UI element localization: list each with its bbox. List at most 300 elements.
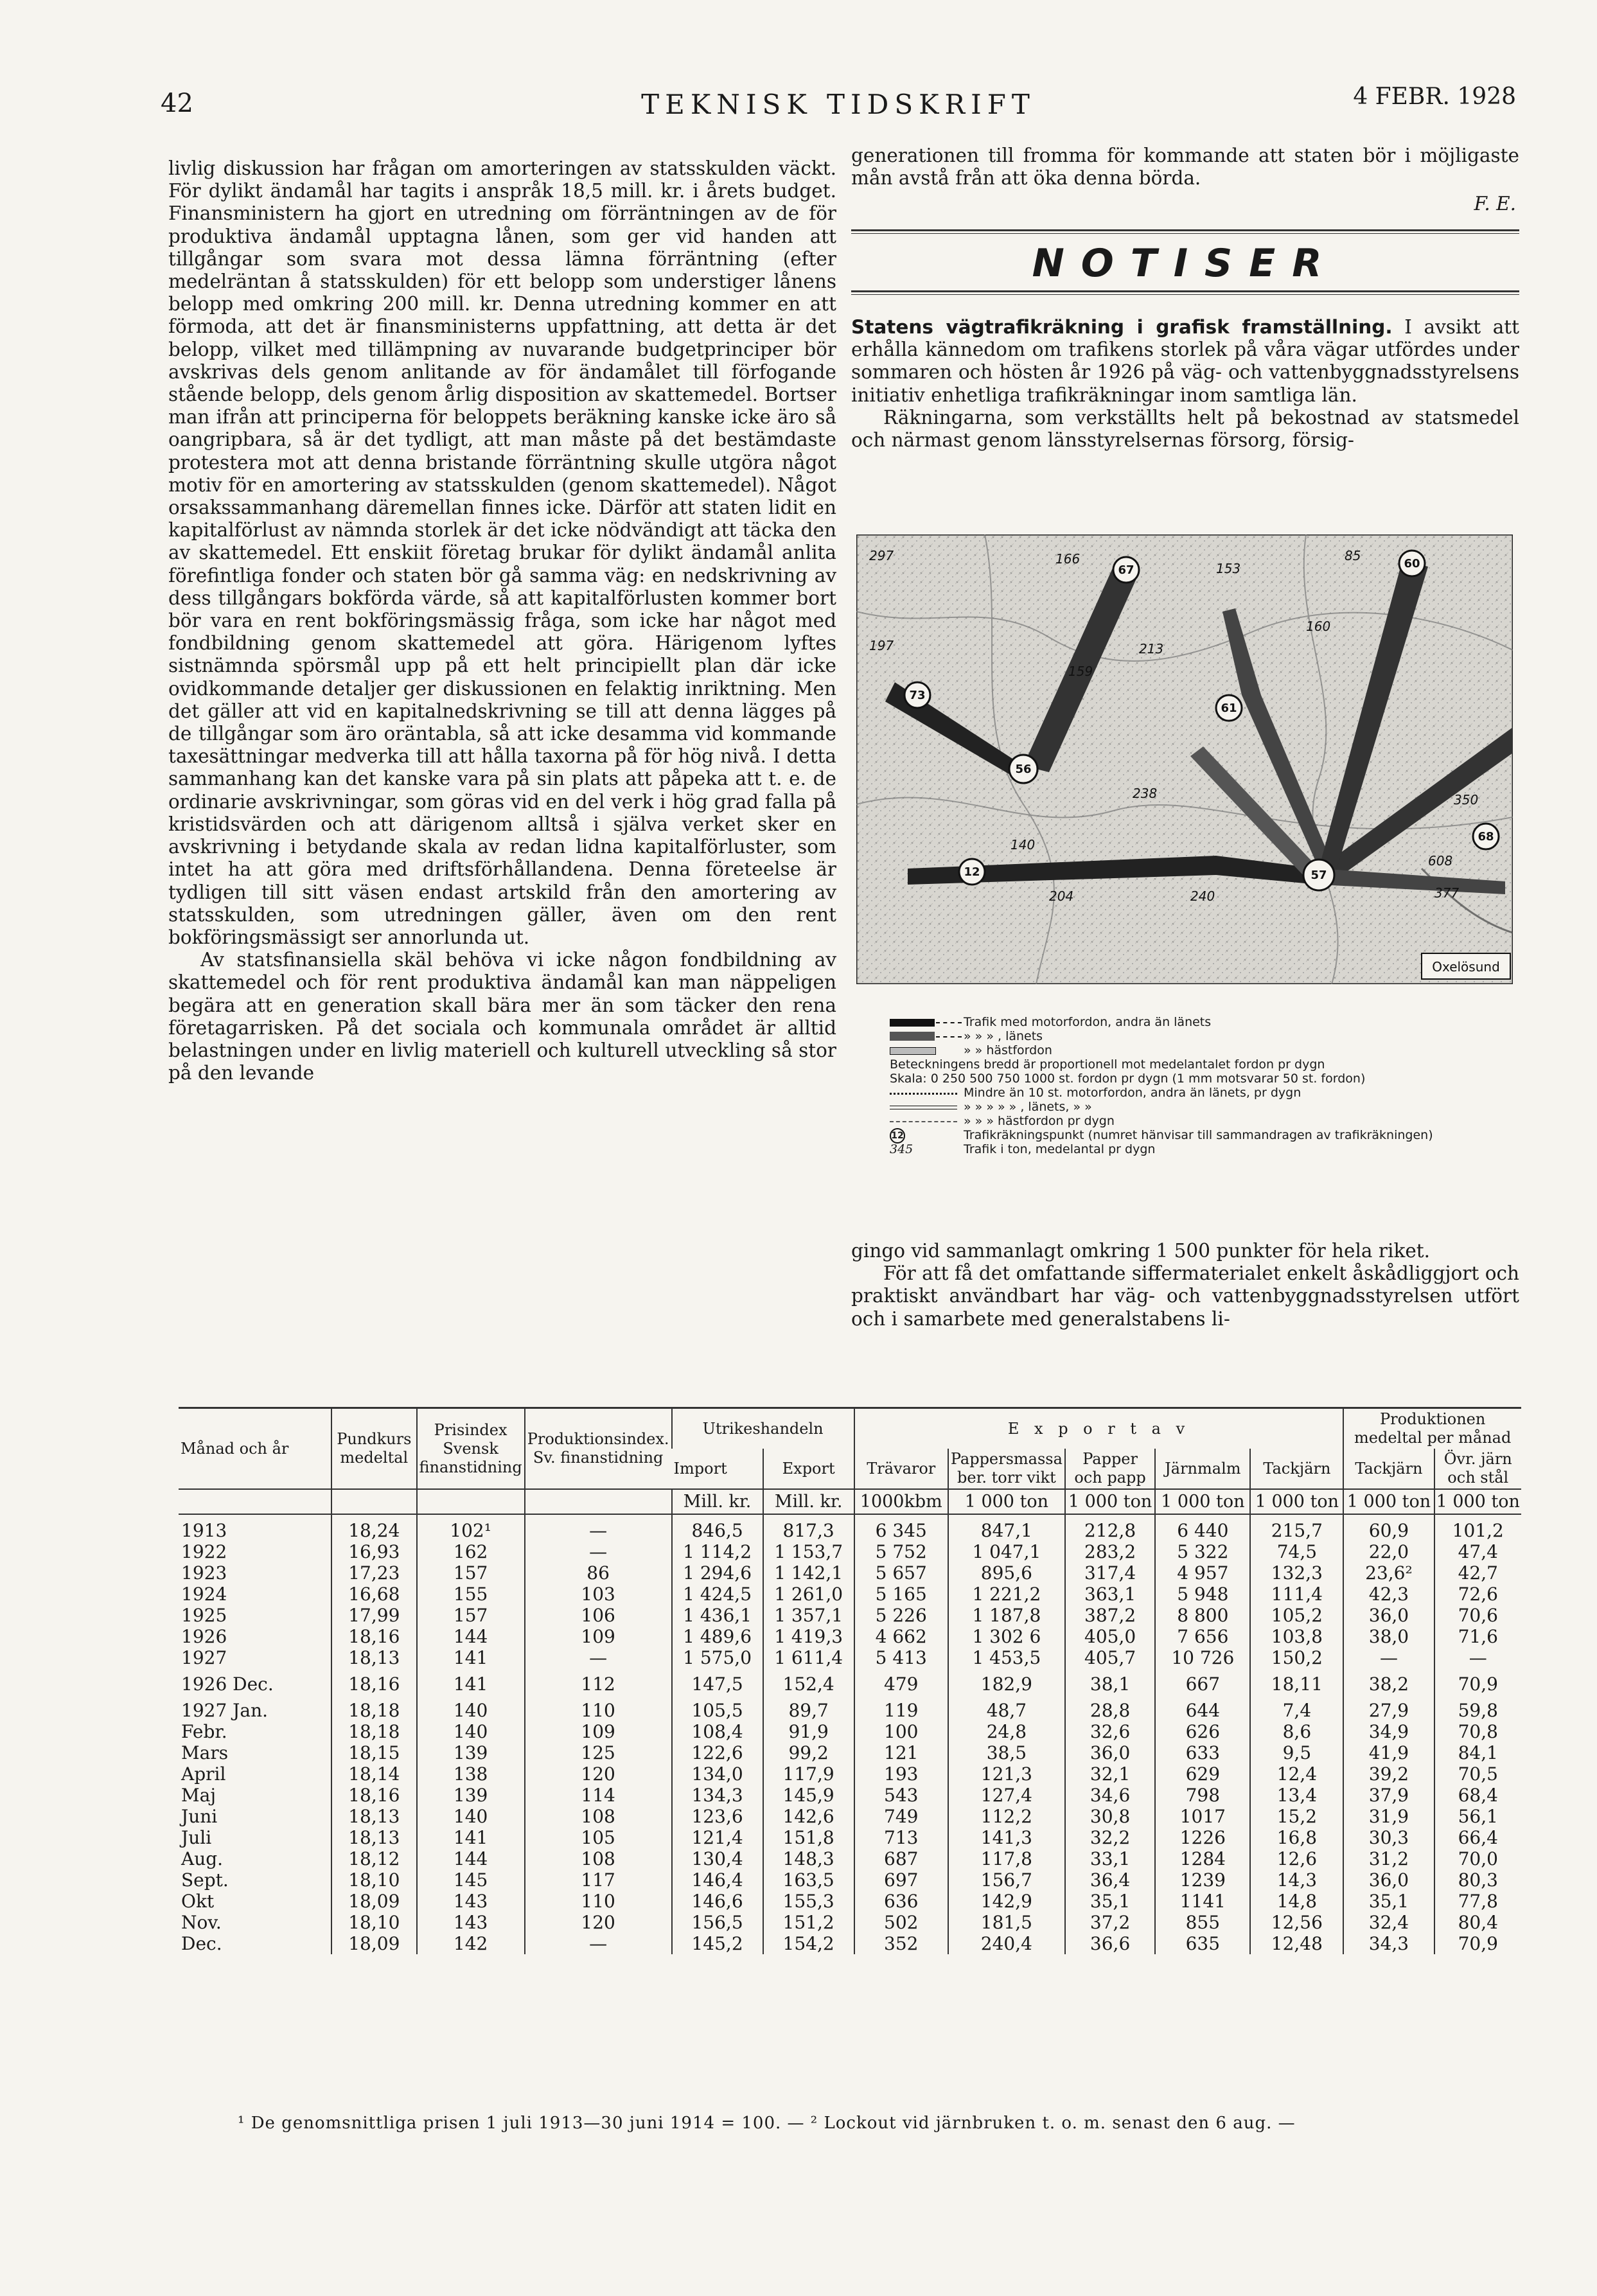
table-row: [179, 1912, 1521, 1933]
table-cell: 42,7: [1434, 1562, 1521, 1584]
table-cell: 38,0: [1343, 1626, 1434, 1647]
table-row: [179, 1647, 1521, 1668]
table-cell: 37,2: [1065, 1912, 1155, 1933]
table-cell: 18,13: [331, 1806, 416, 1827]
table-cell: 148,3: [763, 1848, 854, 1869]
table-cell: 106: [525, 1605, 672, 1626]
table-cell: 125: [525, 1742, 672, 1763]
table-cell: 80,4: [1434, 1912, 1521, 1933]
table-cell: 162: [417, 1541, 525, 1562]
table-cell: 60,9: [1343, 1514, 1434, 1541]
table-cell: 713: [854, 1827, 948, 1848]
map-flow-label: 608: [1428, 853, 1453, 869]
table-cell: 33,1: [1065, 1848, 1155, 1869]
table-cell: 105,2: [1250, 1605, 1343, 1626]
table-cell: 110: [525, 1891, 672, 1912]
row-label: Okt: [181, 1891, 215, 1912]
row-label: Juni: [181, 1806, 218, 1827]
table-cell: 35,1: [1065, 1891, 1155, 1912]
table-cell: 36,6: [1065, 1933, 1155, 1954]
table-row: [179, 1668, 1521, 1695]
map-flow-label: 297: [869, 548, 894, 563]
row-label: 1924: [181, 1584, 227, 1605]
table-cell: 1 357,1: [763, 1605, 854, 1626]
map-place-label: Oxelösund: [1432, 959, 1500, 975]
unit-cell: 1 000 ton: [1250, 1489, 1343, 1514]
table-cell: 140: [417, 1695, 525, 1721]
legend-row: Trafik med motorfordon, andra än länets: [890, 1015, 1532, 1029]
table-cell: 23,6²: [1343, 1562, 1434, 1584]
table-cell: 18,15: [331, 1742, 416, 1763]
table-cell: 140: [417, 1806, 525, 1827]
table-cell: 1 261,0: [763, 1584, 854, 1605]
table-cell: 121: [854, 1742, 948, 1763]
page-number: 42: [161, 89, 193, 118]
table-cell: 5 322: [1155, 1541, 1250, 1562]
header-ovr-jarn: Övr. järn och stål: [1434, 1449, 1521, 1489]
map-point-label: 68: [1478, 830, 1494, 843]
table-cell: 122,6: [672, 1742, 763, 1763]
map-flow-label: 204: [1049, 888, 1074, 904]
table-cell: 6 345: [854, 1514, 948, 1541]
map-flow-label: 85: [1345, 548, 1361, 563]
table-cell: 117,8: [948, 1848, 1065, 1869]
table-cell: 17,23: [331, 1562, 416, 1584]
table-cell: 1 294,6: [672, 1562, 763, 1584]
table-row: [179, 1626, 1521, 1647]
table-cell: 56,1: [1434, 1806, 1521, 1827]
row-label: Mars: [181, 1742, 229, 1763]
table-cell: 8 800: [1155, 1605, 1250, 1626]
table-cell: 36,4: [1065, 1869, 1155, 1891]
table-cell: 543: [854, 1785, 948, 1806]
table-cell: 18,12: [331, 1848, 416, 1869]
table-cell: 112: [525, 1668, 672, 1695]
table-cell: 41,9: [1343, 1742, 1434, 1763]
table-cell: 18,10: [331, 1869, 416, 1891]
legend-row: Mindre än 10 st. motorfordon, andra än länets, pr dygn: [890, 1086, 1532, 1100]
unit-cell: 1 000 ton: [1434, 1489, 1521, 1514]
row-label: Maj: [181, 1785, 216, 1806]
table-cell: 68,4: [1434, 1785, 1521, 1806]
header-pappersmassa: Pappersmassa ber. torr vikt: [948, 1449, 1065, 1489]
table-cell: 151,2: [763, 1912, 854, 1933]
signature: F. E.: [1474, 193, 1516, 215]
table-cell: 1 575,0: [672, 1647, 763, 1668]
table-cell: 100: [854, 1721, 948, 1742]
table-cell: 143: [417, 1891, 525, 1912]
table-cell: 70,9: [1434, 1933, 1521, 1954]
table-cell: 817,3: [763, 1514, 854, 1541]
table-cell: 1 419,3: [763, 1626, 854, 1647]
table-cell: 4 662: [854, 1626, 948, 1647]
table-cell: 14,8: [1250, 1891, 1343, 1912]
table-cell: 18,09: [331, 1933, 416, 1954]
table-cell: 151,8: [763, 1827, 854, 1848]
row-label: 1922: [181, 1541, 227, 1562]
table-cell: 77,8: [1434, 1891, 1521, 1912]
table-cell: 636: [854, 1891, 948, 1912]
table-cell: 28,8: [1065, 1695, 1155, 1721]
table-row: [179, 1827, 1521, 1848]
table-cell: 798: [1155, 1785, 1250, 1806]
unit-cell: [179, 1489, 331, 1514]
table-cell: 139: [417, 1742, 525, 1763]
table-cell: 1 611,4: [763, 1647, 854, 1668]
table-cell: 1284: [1155, 1848, 1250, 1869]
table-cell: 103: [525, 1584, 672, 1605]
table-cell: 635: [1155, 1933, 1250, 1954]
table-row: [179, 1695, 1521, 1721]
table-cell: 479: [854, 1668, 948, 1695]
row-label: 1926: [181, 1626, 227, 1647]
table-cell: 1 221,2: [948, 1584, 1065, 1605]
unit-cell: [417, 1489, 525, 1514]
table-cell: 12,48: [1250, 1933, 1343, 1954]
table-cell: 74,5: [1250, 1541, 1343, 1562]
legend-row: » » » , länets: [890, 1029, 1532, 1043]
table-cell: 18,24: [331, 1514, 416, 1541]
table-cell: 42,3: [1343, 1584, 1434, 1605]
table-cell: 134,3: [672, 1785, 763, 1806]
table-cell: 108,4: [672, 1721, 763, 1742]
table-cell: 32,6: [1065, 1721, 1155, 1742]
table-cell: 30,3: [1343, 1827, 1434, 1848]
table-cell: 1 142,1: [763, 1562, 854, 1584]
legend-row: 345 Trafik i ton, medelantal pr dygn: [890, 1142, 1156, 1156]
map-flow-label: 377: [1434, 885, 1460, 901]
table-cell: 18,13: [331, 1827, 416, 1848]
table-cell: 117,9: [763, 1763, 854, 1785]
unit-cell: 1 000 ton: [1155, 1489, 1250, 1514]
table-cell: 18,16: [331, 1626, 416, 1647]
table-cell: 4 957: [1155, 1562, 1250, 1584]
table-cell: 48,7: [948, 1695, 1065, 1721]
table-cell: 1 489,6: [672, 1626, 763, 1647]
header-pund: Pundkurs medeltal: [331, 1408, 416, 1490]
table-cell: —: [525, 1514, 672, 1541]
table-cell: 27,9: [1343, 1695, 1434, 1721]
table-cell: 16,68: [331, 1584, 416, 1605]
table-cell: 283,2: [1065, 1541, 1155, 1562]
table-cell: 1141: [1155, 1891, 1250, 1912]
table-cell: 102¹: [417, 1514, 525, 1541]
table-cell: 132,3: [1250, 1562, 1343, 1584]
table-cell: 147,5: [672, 1668, 763, 1695]
table-cell: 317,4: [1065, 1562, 1155, 1584]
table-cell: 157: [417, 1605, 525, 1626]
left-column: [168, 157, 836, 1365]
section-title: NOTISER: [1032, 241, 1339, 286]
table-cell: 5 752: [854, 1541, 948, 1562]
table-row: [179, 1763, 1521, 1785]
table-cell: 32,1: [1065, 1763, 1155, 1785]
unit-cell: Mill. kr.: [672, 1489, 763, 1514]
table-cell: 152,4: [763, 1668, 854, 1695]
table-cell: 105,5: [672, 1695, 763, 1721]
map-flow-label: 240: [1190, 888, 1215, 904]
journal-title: TEKNISK TIDSKRIFT: [641, 89, 1036, 120]
map-flow-label: 140: [1010, 837, 1036, 852]
map-point-label: 60: [1404, 557, 1420, 570]
table-cell: 846,5: [672, 1514, 763, 1541]
header-utrikes: Utrikeshandeln: [672, 1408, 854, 1449]
statistics-table: [179, 1407, 1521, 2114]
notice-text: [851, 316, 1519, 502]
table-cell: 145,9: [763, 1785, 854, 1806]
table-cell: 633: [1155, 1742, 1250, 1763]
table-cell: 109: [525, 1626, 672, 1647]
row-label: Dec.: [181, 1933, 222, 1954]
table-cell: 18,18: [331, 1721, 416, 1742]
header-papper: Papper och papp: [1065, 1449, 1155, 1489]
table-cell: 70,8: [1434, 1721, 1521, 1742]
table-cell: 405,7: [1065, 1647, 1155, 1668]
table-cell: 629: [1155, 1763, 1250, 1785]
table-cell: 121,3: [948, 1763, 1065, 1785]
table-cell: 101,2: [1434, 1514, 1521, 1541]
table-cell: —: [1434, 1647, 1521, 1668]
paragraph: För att få det omfattande siffermaterialet enkelt åskådliggjort och praktiskt användbart har väg- och vattenbyggnadsstyrelsen utfört och i samarbete med generalstabens li-: [851, 1262, 1519, 1330]
table-cell: 145: [417, 1869, 525, 1891]
map-point-label: 56: [1015, 763, 1032, 776]
row-label: Aug.: [181, 1848, 224, 1869]
table-cell: 16,8: [1250, 1827, 1343, 1848]
row-label: April: [181, 1763, 226, 1785]
table-cell: 5 165: [854, 1584, 948, 1605]
table-row: [179, 1933, 1521, 1954]
table-cell: 667: [1155, 1668, 1250, 1695]
header-travaror: Trävaror: [854, 1449, 948, 1489]
table-cell: 86: [525, 1562, 672, 1584]
table-cell: 114: [525, 1785, 672, 1806]
table-cell: 38,5: [948, 1742, 1065, 1763]
table-cell: 156,7: [948, 1869, 1065, 1891]
map-point-label: 57: [1310, 869, 1327, 882]
table-cell: 35,1: [1343, 1891, 1434, 1912]
table-cell: 212,8: [1065, 1514, 1155, 1541]
table-row: [179, 1891, 1521, 1912]
table-cell: 112,2: [948, 1806, 1065, 1827]
table-cell: 66,4: [1434, 1827, 1521, 1848]
table-cell: 47,4: [1434, 1541, 1521, 1562]
table-cell: 18,18: [331, 1695, 416, 1721]
unit-cell: Mill. kr.: [763, 1489, 854, 1514]
point-symbol-icon: 12: [890, 1128, 905, 1144]
table-cell: 34,6: [1065, 1785, 1155, 1806]
table-cell: 17,99: [331, 1605, 416, 1626]
table-cell: 847,1: [948, 1514, 1065, 1541]
map-point-label: 67: [1118, 563, 1134, 577]
table-cell: 70,6: [1434, 1605, 1521, 1626]
notice-body: I avsikt att erhålla kännedom om trafikens storlek på våra vägar utfördes under sommaren och hösten år 1926 på väg- och vattenbyggnadsstyrelsens initiativ enhetliga trafikräkningar inom samtliga län.: [851, 316, 1519, 406]
table-cell: 143: [417, 1912, 525, 1933]
legend-row: Beteckningens bredd är proportionell mot medelantalet fordon pr dygn: [890, 1057, 1325, 1072]
notice-title: Statens vägtrafikräkning i grafisk framställning.: [851, 316, 1393, 338]
table-cell: 141: [417, 1827, 525, 1848]
divider: [851, 233, 1519, 234]
table-cell: 1 453,5: [948, 1647, 1065, 1668]
table-row: [179, 1848, 1521, 1869]
page-header: [161, 84, 1516, 121]
header-prisindex: Prisindex Svensk finanstidning: [417, 1408, 525, 1490]
table-cell: 1 047,1: [948, 1541, 1065, 1562]
paragraph: Av statsfinansiella skäl behöva vi icke någon fondbildning av skattemedel och för rent produktiva ändamål kan man näppeligen begära att en generation skall bära mer än som täcker den rena företagarrisken. På det sociala och kommunala området är alltid belastningen under en livlig materiell och kulturell utveckling så stor på den levande: [168, 949, 836, 1084]
issue-date: 4 FEBR. 1928: [1353, 84, 1516, 110]
table-cell: 105: [525, 1827, 672, 1848]
table-cell: 5 413: [854, 1647, 948, 1668]
header-month: Månad och år: [179, 1408, 331, 1490]
table-cell: 34,9: [1343, 1721, 1434, 1742]
table-cell: 32,4: [1343, 1912, 1434, 1933]
row-label: Sept.: [181, 1869, 229, 1891]
row-label: 1923: [181, 1562, 227, 1584]
table-cell: 22,0: [1343, 1541, 1434, 1562]
map-flow-label: 159: [1068, 664, 1093, 679]
table-cell: 644: [1155, 1695, 1250, 1721]
table-cell: 157: [417, 1562, 525, 1584]
table-cell: 123,6: [672, 1806, 763, 1827]
table-cell: 1 153,7: [763, 1541, 854, 1562]
header-import: Import: [673, 1459, 727, 1478]
table-cell: 18,09: [331, 1891, 416, 1912]
legend-row: 12 Trafikräkningspunkt (numret hänvisar till sammandragen av trafikräkningen): [890, 1128, 1532, 1142]
table-cell: 36,0: [1065, 1742, 1155, 1763]
notice-continuation: [851, 1240, 1519, 1343]
table-cell: 5 948: [1155, 1584, 1250, 1605]
paragraph: Räkningarna, som verkställts helt på bekostnad av statsmedel och närmast genom länsstyrelsernas försorg, försig-: [851, 406, 1519, 452]
table-cell: 12,6: [1250, 1848, 1343, 1869]
row-label: Nov.: [181, 1912, 222, 1933]
table-cell: 31,9: [1343, 1806, 1434, 1827]
header-produktionen: Produktionen medeltal per månad: [1343, 1408, 1521, 1449]
table-cell: 30,8: [1065, 1806, 1155, 1827]
row-label: Febr.: [181, 1721, 227, 1742]
table-cell: 91,9: [763, 1721, 854, 1742]
header-export-av: E x p o r t a v: [854, 1408, 1344, 1449]
traffic-map: [856, 534, 1513, 984]
table-cell: 141: [417, 1647, 525, 1668]
table-cell: 626: [1155, 1721, 1250, 1742]
table-cell: 9,5: [1250, 1742, 1343, 1763]
unit-cell: 1 000 ton: [1065, 1489, 1155, 1514]
table-cell: 18,13: [331, 1647, 416, 1668]
table-cell: 18,16: [331, 1668, 416, 1695]
table-cell: 18,16: [331, 1785, 416, 1806]
table-cell: —: [525, 1647, 672, 1668]
table-row: [179, 1869, 1521, 1891]
table-cell: —: [525, 1933, 672, 1954]
table-cell: 117: [525, 1869, 672, 1891]
table-cell: 10 726: [1155, 1647, 1250, 1668]
unit-cell: 1000kbm: [854, 1489, 948, 1514]
map-legend: [890, 1015, 1532, 1201]
paragraph: gingo vid sammanlagt omkring 1 500 punkter för hela riket.: [851, 1240, 1431, 1262]
paragraph: livlig diskussion har frågan om amorteringen av statsskulden väckt. För dylikt ändamål har tagits i anspråk 18,5 mill. kr. i årets budget. Finansministern ha gjort en utredning om förräntningen av de för produktiva ändamål upptagna lånen, som ger vid handen att tillgångar som svara mot dessa lämna förräntning (efter medelräntan å statsskulden) för ett belopp som understiger lånens belopp med omkring 200 mill. kr. Denna utredning kommer en att förmoda, att det är finansministerns uppfattning, att detta är det belopp, vilket med tillämpning av nuvarande budgetprinciper bör avskrivas dels genom anlitande av för ändamålet till förfogande stående belopp, dels genom årlig disposition av skattemedel. Bortser man ifrån att principerna för beloppets beräkning kanske icke äro så oangripbara, så är det tydligt, att man måste på det bestämdaste protestera mot att denna bristande förräntning skulle utgöra något motiv för en amortering av statsskulden (genom skattemedel). Något orsakssammanhang däremellan finnes icke. Därför att staten lidit en kapitalförlust av nämnda storlek är det icke nödvändigt att täcka den av skattemedel. Ett enskiit företag brukar för dylikt ändamål anlita förefintliga fonder och staten bör gå samma väg: en nedskrivning av dess tillgångars bokförda värde, så att kapitalförlusten kommer bort bör vara en rent bokföringsmässig fråga, som icke har något med fondbildning genom skattemedel att göra. Härigenom lyftes sistnämnda spörsmål upp på ett helt principiellt plan där icke ovidkommande detaljer ger diskussionen en felaktig inriktning. Men det gäller att vid en kapitalnedskrivning se till att denna lägges på de tillgångar som äro oräntabla, så att icke desamma vid kommande taxesättningar medverka till att hålla taxorna på för hög nivå. I detta sammanhang kan det kanske vara på sin plats att påpeka att t. e. de ordinarie avskrivningar, som göras vid en del verk i hög grad falla på kristidsvärden och att därigenom alltså i själva verket sker en avskrivning i betydande skala av redan lidna kapitalförluster, som intet ha att göra med driftsförhållandena. Denna företeelse är tydligen till sitt väsen endast artskild från den amortering av statsskulden, som utredningen gäller, även om den rent bokföringsmässigt ser annorlunda ut.: [168, 157, 836, 948]
table-cell: 155: [417, 1584, 525, 1605]
row-label: 1926 Dec.: [181, 1673, 274, 1695]
table-cell: 142,6: [763, 1806, 854, 1827]
header-jarnmalm: Järnmalm: [1155, 1449, 1250, 1489]
table-cell: 405,0: [1065, 1626, 1155, 1647]
table-cell: —: [525, 1541, 672, 1562]
table-cell: 144: [417, 1848, 525, 1869]
table-cell: 12,56: [1250, 1912, 1343, 1933]
table-cell: 70,0: [1434, 1848, 1521, 1869]
table-cell: 502: [854, 1912, 948, 1933]
table-cell: 855: [1155, 1912, 1250, 1933]
map-flow-label: 197: [869, 638, 894, 653]
legend-row: » » hästfordon: [890, 1043, 1532, 1057]
table-cell: 108: [525, 1848, 672, 1869]
table-cell: 99,2: [763, 1742, 854, 1763]
table-cell: 140: [417, 1721, 525, 1742]
table-cell: 163,5: [763, 1869, 854, 1891]
table-cell: —: [1343, 1647, 1434, 1668]
table-cell: 144: [417, 1626, 525, 1647]
table-cell: 70,5: [1434, 1763, 1521, 1785]
table-row: [179, 1562, 1521, 1584]
table-cell: 749: [854, 1806, 948, 1827]
table-cell: 108: [525, 1806, 672, 1827]
table-cell: 6 440: [1155, 1514, 1250, 1541]
table-cell: 120: [525, 1763, 672, 1785]
table-cell: 146,6: [672, 1891, 763, 1912]
divider: [851, 290, 1519, 292]
table-cell: 1 187,8: [948, 1605, 1065, 1626]
table-cell: 182,9: [948, 1668, 1065, 1695]
table-row: [179, 1721, 1521, 1742]
table-cell: 352: [854, 1933, 948, 1954]
legend-row: » » » hästfordon pr dygn: [890, 1114, 1532, 1128]
table-cell: 59,8: [1434, 1695, 1521, 1721]
table-cell: 156,5: [672, 1912, 763, 1933]
table-cell: 15,2: [1250, 1806, 1343, 1827]
unit-cell: 1 000 ton: [948, 1489, 1065, 1514]
header-prod-tackjarn: Tackjärn: [1343, 1449, 1434, 1489]
table-cell: 38,1: [1065, 1668, 1155, 1695]
row-label: Juli: [181, 1827, 212, 1848]
table-row: [179, 1806, 1521, 1827]
map-flow-label: 238: [1133, 786, 1158, 801]
table-cell: 84,1: [1434, 1742, 1521, 1763]
header-tackjarn: Tackjärn: [1250, 1449, 1343, 1489]
table-cell: 134,0: [672, 1763, 763, 1785]
divider: [851, 294, 1519, 295]
table-cell: 1 424,5: [672, 1584, 763, 1605]
table-cell: 8,6: [1250, 1721, 1343, 1742]
table-cell: 14,3: [1250, 1869, 1343, 1891]
table-cell: 36,0: [1343, 1605, 1434, 1626]
table-cell: 895,6: [948, 1562, 1065, 1584]
legend-row: Skala: 0 250 500 750 1000 st. fordon pr dygn (1 mm motsvarar 50 st. fordon): [890, 1072, 1366, 1086]
row-label: 1927: [181, 1647, 227, 1668]
table-cell: 13,4: [1250, 1785, 1343, 1806]
table-cell: 111,4: [1250, 1584, 1343, 1605]
map-flow-label: 213: [1139, 641, 1164, 657]
table-cell: 145,2: [672, 1933, 763, 1954]
table-cell: 363,1: [1065, 1584, 1155, 1605]
table-cell: 119: [854, 1695, 948, 1721]
table-cell: 142,9: [948, 1891, 1065, 1912]
table-cell: 36,0: [1343, 1869, 1434, 1891]
table-row: [179, 1514, 1521, 1541]
table-cell: 141: [417, 1668, 525, 1695]
divider: [851, 229, 1519, 231]
map-point-label: 73: [909, 689, 926, 702]
table-cell: 5 657: [854, 1562, 948, 1584]
table-cell: 38,2: [1343, 1668, 1434, 1695]
